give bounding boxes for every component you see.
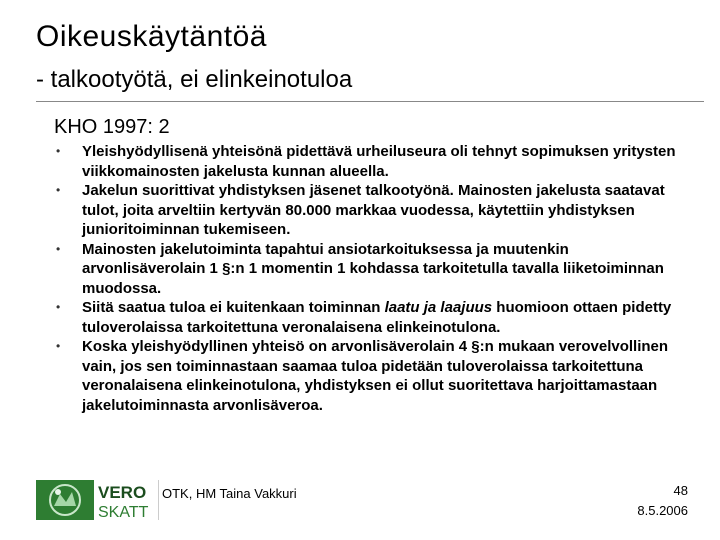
bullet-text-emphasis: laatu ja laajuus [384, 299, 493, 316]
bullet-text: Yleishyödyllisenä yhteisönä pidettävä urheiluseura oli tehnyt sopimuksen yritysten viikkomainosten jakelusta kunnan alueella. [82, 143, 676, 180]
bullet-marker: • [56, 183, 61, 197]
footer-divider [158, 480, 159, 520]
bullet-item [56, 142, 686, 181]
bullet-text: Jakelun suorittivat yhdistyksen jäsenet talkootyönä. Mainosten jakelusta saatavat tulot, joita arveltiin kertyvän 80.000 markkaa vuodessa, käytettiin yhdistyksen junioritoiminnan tukemiseen. [82, 182, 665, 238]
bullet-item [56, 181, 686, 240]
bullet-text: Siitä saatua tuloa ei kuitenkaan toiminnan [82, 299, 385, 316]
bullet-text-tail: huomioon ottaen pidetty tuloverolaissa tarkoitettuna veronalaisena elinkeinotulona. [82, 299, 672, 336]
bullet-text: Koska yleishyödyllinen yhteisö on arvonlisäverolain 4 §:n mukaan verovelvollinen vain, jos sen toiminnastaan saamaa tuloa pidetään tuloverolaissa tarkoitettuna veronalaisena elinkeinotulona, yhdistyksen ei ollut suoritettava harjoittamastaan jakelutoiminnasta arvonlisäveroa. [82, 338, 669, 414]
bullet-item [56, 337, 686, 415]
section-heading: KHO 1997: 2 [54, 116, 170, 138]
bullet-marker: • [56, 241, 61, 256]
vero-logo [36, 480, 154, 520]
slide-title: Oikeuskäytäntöä [36, 20, 267, 53]
logo-text-vero: VERO [98, 483, 147, 502]
slide-subtitle: - talkootyötä, ei elinkeinotuloa [36, 66, 353, 93]
bullet-item [56, 240, 686, 299]
bullet-marker: • [56, 339, 61, 353]
bullet-marker: • [56, 144, 61, 158]
vero-skatt-logo-icon [36, 480, 154, 520]
bullet-list [56, 142, 686, 415]
footer-author: OTK, HM Taina Vakkuri [162, 486, 297, 501]
title-divider [36, 101, 704, 102]
footer-date: 8.5.2006 [637, 503, 688, 518]
page-number: 48 [673, 483, 688, 498]
bullet-text: Mainosten jakelutoiminta tapahtui ansiotarkoituksessa ja muutenkin arvonlisäverolain 1 §:n 1 momentin 1 kohdassa tarkoitetulla tavalla liiketoiminnan muodossa. [82, 240, 664, 297]
bullet-item [56, 298, 686, 337]
bullet-marker: • [56, 300, 61, 314]
logo-text-skatt: SKATT [98, 504, 149, 520]
